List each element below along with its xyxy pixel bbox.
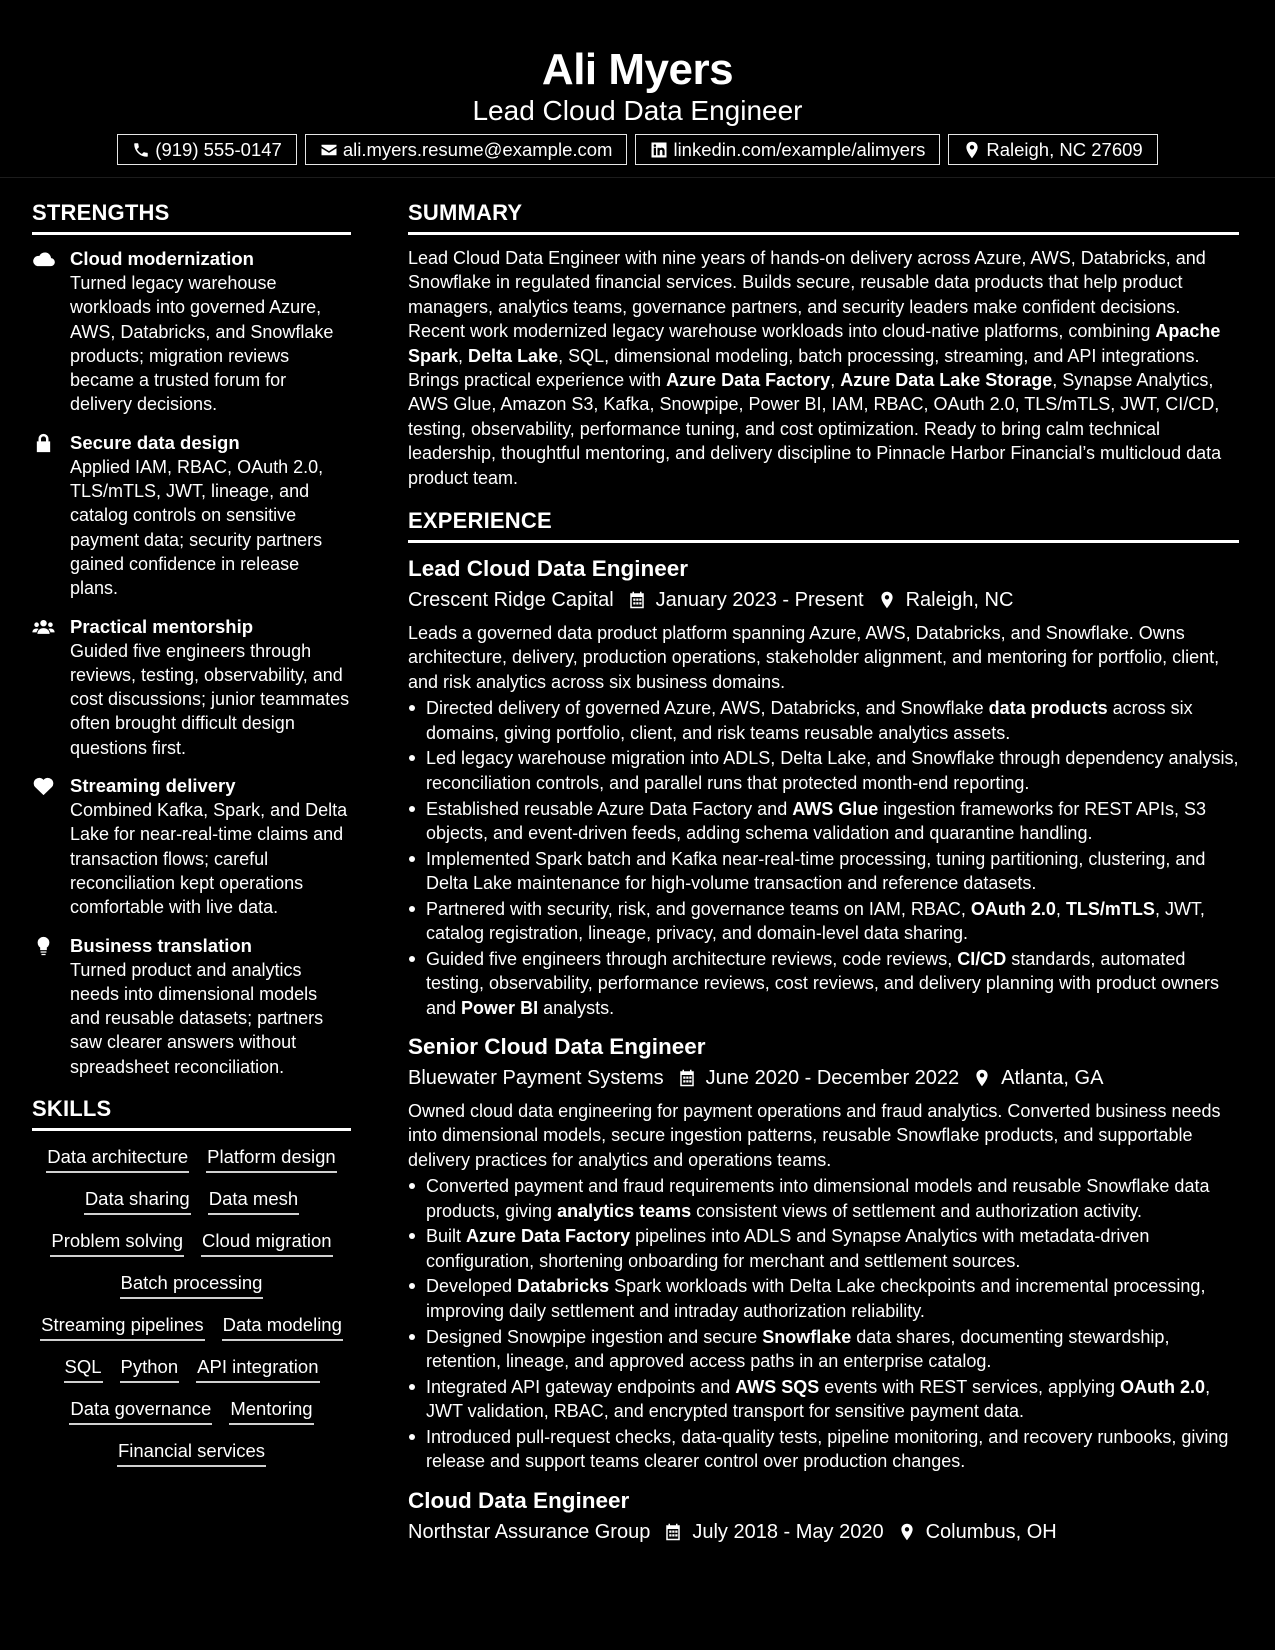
map-pin-icon: [973, 1068, 991, 1088]
lock-icon: [32, 433, 55, 453]
bold-keyword: Apache Spark: [408, 321, 1221, 366]
bold-keyword: Snowflake: [762, 1326, 852, 1347]
skill-tag: API integration: [196, 1354, 319, 1383]
strength-text: Combined Kafka, Spark, and Delta Lake for near-real-time claims and transaction flows; careful reconciliation kept operations comfortable with live data.: [70, 800, 348, 918]
job-bullet: Introduced pull-request checks, data-quality tests, pipeline monitoring, and recovery runbooks, giving release and support teams clearer control over production changes.: [408, 1425, 1239, 1474]
job-bullet: Guided five engineers through architecture reviews, code reviews, CI/CD standards, automated testing, observability, performance reviews, cost reviews, and delivery planning with product owners and Power BI analysts.: [408, 947, 1239, 1020]
job-bullet: Built Azure Data Factory pipelines into ADLS and Synapse Analytics with metadata-driven configuration, shortening onboarding for merchant and settlement sources.: [408, 1224, 1239, 1273]
heart-icon: [32, 776, 55, 796]
job-bullets: [408, 1174, 1239, 1473]
contact-email[interactable]: [305, 134, 628, 165]
job-meta: [408, 1063, 1239, 1093]
strength-text: Applied IAM, RBAC, OAuth 2.0, TLS/mTLS, JWT, lineage, and catalog controls on sensitive payment data; security partners gained confidence in release plans.: [70, 456, 324, 599]
strength-title: Practical mentorship: [70, 615, 254, 637]
bold-keyword: AWS Glue: [792, 798, 879, 819]
contact-email-text: ali.myers.resume@example.com: [342, 138, 613, 160]
job-location: Atlanta, GA: [1001, 1067, 1104, 1090]
linkedin-icon: [650, 141, 668, 159]
cloud-icon: [32, 249, 55, 269]
strength-item: [32, 933, 351, 1079]
skill-tag: Problem solving: [50, 1228, 184, 1257]
bold-keyword: Databricks: [517, 1276, 610, 1297]
contact-phone[interactable]: [117, 134, 297, 165]
skill-tag: Data sharing: [84, 1186, 191, 1215]
job-description: Leads a governed data product platform spanning Azure, AWS, Databricks, and Snowflake. Owns architecture, delivery, production operations, stakeholder alignment, and mentoring for portfolio, client, and risk analytics across six business domains.: [408, 623, 1220, 692]
job-entry: [408, 1032, 1239, 1474]
job-bullet: Established reusable Azure Data Factory and AWS Glue ingestion frameworks for REST APIs, S3 objects, and event-driven feeds, adding schema validation and quarantine handling.: [408, 797, 1239, 846]
skill-tag: Data architecture: [46, 1144, 189, 1173]
skill-tag: Cloud migration: [201, 1228, 333, 1257]
bold-keyword: Power BI: [461, 997, 539, 1018]
job-bullet: Designed Snowpipe ingestion and secure Snowflake data shares, documenting stewardship, retention, lineage, and approved access paths in an enterprise catalog.: [408, 1325, 1239, 1374]
phone-icon: [132, 141, 150, 159]
job-bullets: [408, 696, 1239, 1020]
strength-title: Secure data design: [70, 431, 240, 453]
skill-tag: Streaming pipelines: [40, 1312, 204, 1341]
calendar-icon: [628, 590, 646, 610]
skill-tag: Mentoring: [229, 1396, 313, 1425]
skill-tag: Data governance: [69, 1396, 212, 1425]
bold-keyword: TLS/mTLS: [1065, 898, 1155, 919]
skill-tag: Batch processing: [120, 1270, 264, 1299]
contact-location-text: Raleigh, NC 27609: [986, 138, 1143, 160]
job-company: Bluewater Payment Systems: [408, 1067, 664, 1090]
job-dates: June 2020 - December 2022: [705, 1067, 960, 1090]
job-entry: [408, 554, 1239, 1020]
bold-keyword: OAuth 2.0: [970, 898, 1056, 919]
map-pin-icon: [878, 590, 896, 610]
contact-phone-text: (919) 555-0147: [155, 138, 282, 160]
map-pin-icon: [898, 1522, 916, 1542]
strength-item: [32, 430, 351, 601]
resume-header: [0, 0, 1275, 178]
job-description: Owned cloud data engineering for payment operations and fraud analytics. Converted business needs into dimensional models, secure ingestion patterns, reusable Snowflake products, and supportable delivery practices for analytics and operations teams.: [408, 1101, 1221, 1170]
candidate-title: Lead Cloud Data Engineer: [472, 95, 803, 126]
skills-list: [32, 1142, 351, 1467]
skills-heading: SKILLS: [32, 1094, 351, 1131]
bold-keyword: Azure Data Factory: [466, 1226, 631, 1247]
calendar-icon: [678, 1068, 696, 1088]
left-column: [32, 198, 351, 1467]
contact-linkedin-text: linkedin.com/example/alimyers: [673, 138, 926, 160]
contact-location[interactable]: [948, 134, 1157, 165]
job-company: Northstar Assurance Group: [408, 1520, 651, 1543]
skill-tag: Data modeling: [222, 1312, 343, 1341]
right-column: [408, 198, 1239, 1559]
bold-keyword: analytics teams: [557, 1200, 692, 1221]
strength-text: Guided five engineers through reviews, testing, observability, and cost discussions; junior teammates often brought difficult design questions first.: [70, 640, 350, 758]
job-meta: [408, 1517, 1239, 1547]
job-title: Lead Cloud Data Engineer: [408, 556, 689, 582]
job-location: Columbus, OH: [925, 1520, 1057, 1543]
skill-tag: Financial services: [117, 1438, 266, 1467]
bold-keyword: Delta Lake: [468, 345, 559, 366]
strength-title: Streaming delivery: [70, 775, 236, 797]
bold-keyword: Azure Data Factory: [666, 370, 831, 391]
job-title: Cloud Data Engineer: [408, 1487, 630, 1513]
strength-text: Turned legacy warehouse workloads into governed Azure, AWS, Databricks, and Snowflake products; migration reviews became a trusted forum for delivery decisions.: [70, 273, 334, 415]
job-bullet: Led legacy warehouse migration into ADLS, Delta Lake, and Snowflake through dependency analysis, reconciliation controls, and parallel runs that protected month-end reporting.: [408, 746, 1239, 795]
strengths-heading: STRENGTHS: [32, 198, 351, 235]
skill-tag: SQL: [64, 1354, 103, 1383]
job-bullet: Integrated API gateway endpoints and AWS SQS events with REST services, applying OAuth 2.0, JWT validation, RBAC, and encrypted transport for sensitive payment data.: [408, 1375, 1239, 1424]
job-title: Senior Cloud Data Engineer: [408, 1034, 706, 1060]
calendar-icon: [664, 1522, 682, 1542]
summary-text: Lead Cloud Data Engineer with nine years of hands-on delivery across Azure, AWS, Databricks, and Snowflake in regulated financial services. Builds secure, reusable data products that help product managers, analytics teams, governance partners, and security leaders make confident decisions. Recent work modernized legacy warehouse workloads into cloud-native platforms, combining Apache Spark, Delta Lake, SQL, dimensional modeling, batch processing, streaming, and API integrations. Brings practical experience with Azure Data Factory, Azure Data Lake Storage, Synapse Analytics, AWS Glue, Amazon S3, Kafka, Snowpipe, Power BI, IAM, RBAC, OAuth 2.0, TLS/mTLS, JWT, CI/CD, testing, observability, performance tuning, and cost optimization. Ready to bring calm technical leadership, thoughtful mentoring, and delivery discipline to Pinnacle Harbor Financial’s multicloud data product team.: [408, 248, 1222, 488]
skill-tag: Platform design: [206, 1144, 337, 1173]
contact-linkedin[interactable]: [635, 134, 940, 165]
job-location: Raleigh, NC: [905, 589, 1014, 612]
users-icon: [32, 617, 55, 637]
skill-tag: Python: [120, 1354, 180, 1383]
job-bullet: Developed Databricks Spark workloads with Delta Lake checkpoints and incremental processing, improving daily settlement and intraday authorization reliability.: [408, 1274, 1239, 1323]
contact-bar: [0, 134, 1275, 165]
bold-keyword: OAuth 2.0: [1120, 1376, 1206, 1397]
strength-title: Cloud modernization: [70, 248, 254, 269]
strength-item: [32, 773, 351, 919]
bold-keyword: CI/CD: [957, 948, 1007, 969]
strength-item: [32, 614, 351, 760]
job-bullet: Implemented Spark batch and Kafka near-real-time processing, tuning partitioning, clustering, and Delta Lake maintenance for high-volume transaction and reference datasets.: [408, 847, 1239, 896]
lightbulb-icon: [32, 936, 55, 956]
job-meta: [408, 585, 1239, 615]
job-bullet: Directed delivery of governed Azure, AWS, Databricks, and Snowflake data products across six domains, giving portfolio, client, and risk teams reusable analytics assets.: [408, 696, 1239, 745]
map-pin-icon: [963, 141, 981, 159]
candidate-name: Ali Myers: [541, 45, 734, 94]
bold-keyword: Azure Data Lake Storage: [840, 370, 1053, 391]
job-bullet: Partnered with security, risk, and governance teams on IAM, RBAC, OAuth 2.0, TLS/mTLS, JWT, catalog registration, lineage, privacy, and domain-level data sharing.: [408, 897, 1239, 946]
job-dates: July 2018 - May 2020: [692, 1520, 884, 1543]
job-dates: January 2023 - Present: [655, 589, 864, 612]
strength-title: Business translation: [70, 934, 252, 956]
experience-heading: EXPERIENCE: [408, 506, 1239, 543]
envelope-icon: [320, 141, 338, 159]
strength-text: Turned product and analytics needs into dimensional models and reusable datasets; partners saw clearer answers without spreadsheet reconciliation.: [70, 959, 324, 1077]
bold-keyword: AWS SQS: [735, 1376, 820, 1397]
job-bullet: Converted payment and fraud requirements into dimensional models and reusable Snowflake data products, giving analytics teams consistent views of settlement and authorization activity.: [408, 1174, 1239, 1223]
bold-keyword: data products: [988, 698, 1108, 719]
job-company: Crescent Ridge Capital: [408, 589, 614, 612]
strength-item: [32, 246, 351, 417]
skill-tag: Data mesh: [208, 1186, 299, 1215]
job-entry: [408, 1486, 1239, 1547]
summary-heading: SUMMARY: [408, 198, 1239, 235]
